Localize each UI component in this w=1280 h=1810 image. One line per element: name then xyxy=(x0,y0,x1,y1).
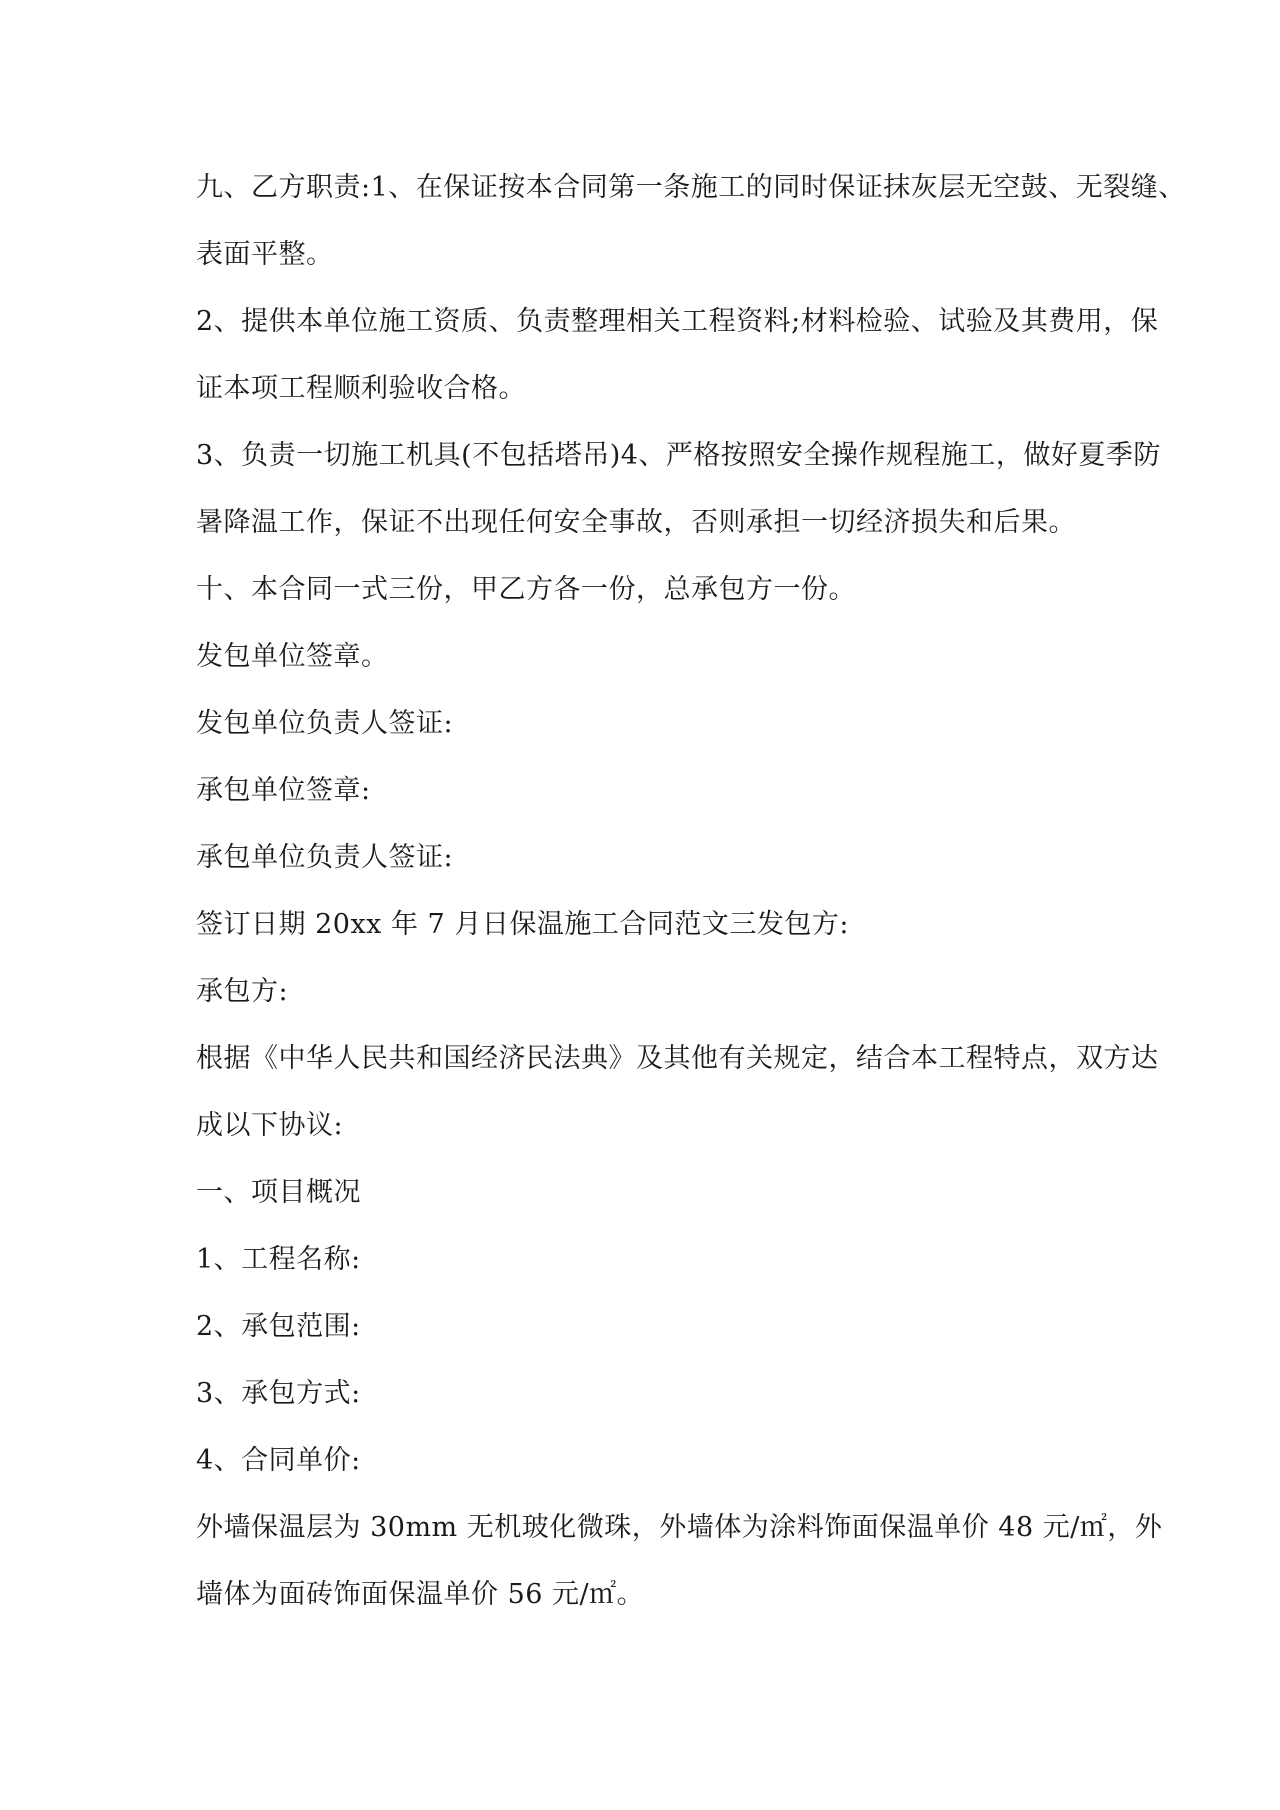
text-line: 2、承包范围: xyxy=(196,1311,361,1342)
text-line: 外墙保温层为 30mm 无机玻化微珠，外墙体为涂料饰面保温单价 48 元/㎡，外 xyxy=(196,1512,1163,1543)
text-line: 3、负责一切施工机具(不包括塔吊)4、严格按照安全操作规程施工，做好夏季防 xyxy=(196,440,1161,471)
text-line: 证本项工程顺利验收合格。 xyxy=(196,373,526,404)
text-line: 九、乙方职责:1、在保证按本合同第一条施工的同时保证抹灰层无空鼓、无裂缝、 xyxy=(196,172,1186,203)
text-line: 十、本合同一式三份，甲乙方各一份，总承包方一份。 xyxy=(196,574,856,605)
text-line: 承包单位负责人签证: xyxy=(196,842,454,873)
text-line: 表面平整。 xyxy=(196,239,334,270)
text-line: 发包单位负责人签证: xyxy=(196,708,454,739)
text-line: 成以下协议: xyxy=(196,1110,344,1141)
text-line: 1、工程名称: xyxy=(196,1244,361,1275)
text-line: 根据《中华人民共和国经济民法典》及其他有关规定，结合本工程特点，双方达 xyxy=(196,1043,1159,1074)
text-line: 一、项目概况 xyxy=(196,1177,361,1208)
text-line: 墙体为面砖饰面保温单价 56 元/㎡。 xyxy=(196,1579,645,1610)
text-line: 承包方: xyxy=(196,976,289,1007)
text-line: 签订日期 20xx 年 7 月日保温施工合同范文三发包方: xyxy=(196,909,849,940)
text-line: 暑降温工作，保证不出现任何安全事故，否则承担一切经济损失和后果。 xyxy=(196,507,1076,538)
text-line: 2、提供本单位施工资质、负责整理相关工程资料;材料检验、试验及其费用，保 xyxy=(196,306,1159,337)
text-line: 发包单位签章。 xyxy=(196,641,389,672)
text-line: 3、承包方式: xyxy=(196,1378,361,1409)
text-line: 4、合同单价: xyxy=(196,1445,361,1476)
text-line: 承包单位签章: xyxy=(196,775,371,806)
